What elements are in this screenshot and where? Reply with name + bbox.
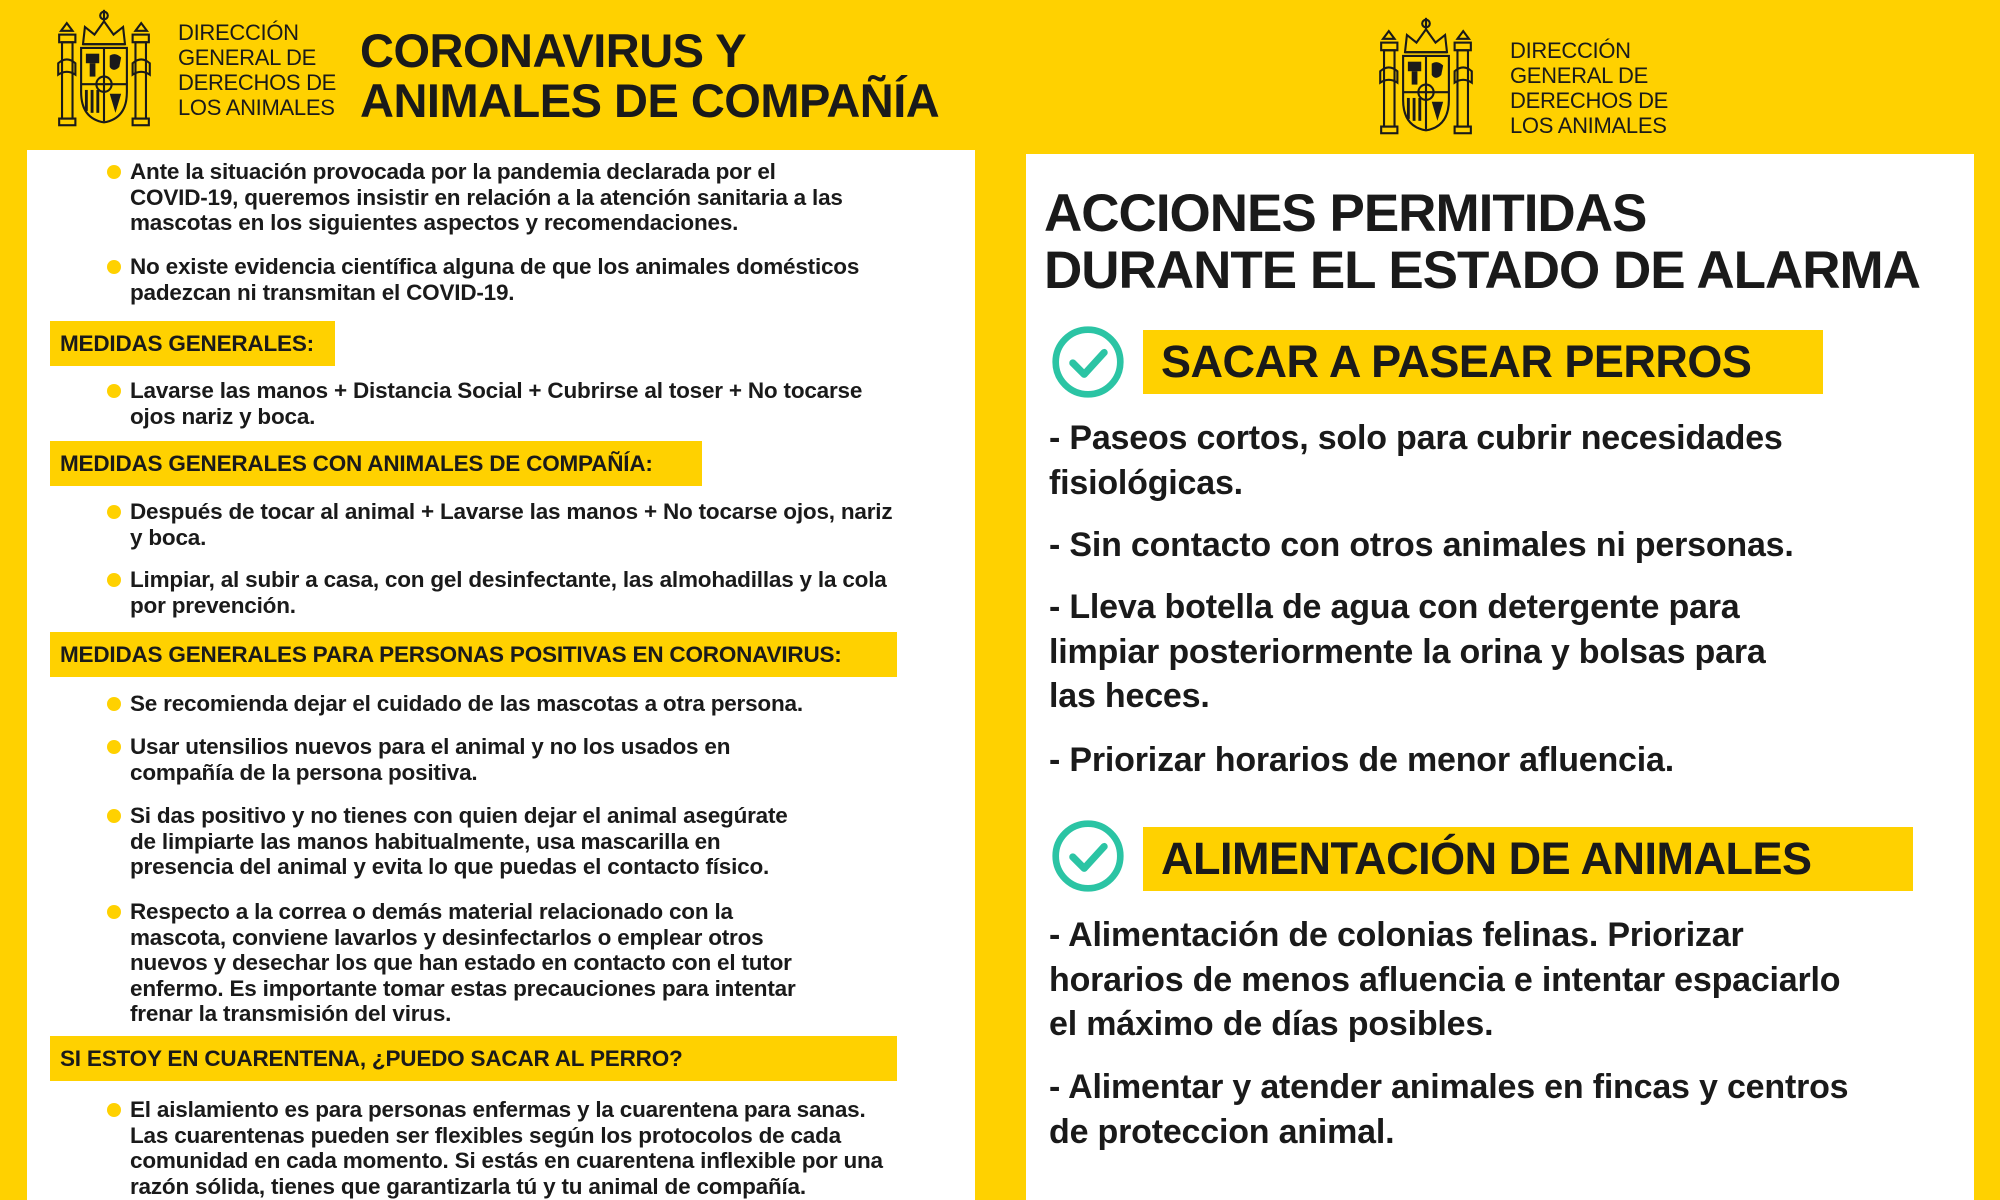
- agency-line: GENERAL DE: [1510, 63, 1649, 88]
- check-circle-icon: [1050, 324, 1126, 400]
- bullet-dot: [107, 505, 121, 519]
- bullet-dot: [107, 905, 121, 919]
- bullet-dot: [107, 809, 121, 823]
- agency-name: [1510, 38, 1668, 138]
- agency-line: LOS ANIMALES: [1510, 113, 1667, 138]
- list-item: El aislamiento es para personas enfermas y la cuarentena para sanas. Las cuarentenas pueden ser flexibles según los protocolos de cada comunidad en cada momento. Si estás en cuarentena inflexible por una razón sólida, tienes que garantizarla tú y tu animal de compañía.: [130, 1097, 883, 1199]
- section-heading: MEDIDAS GENERALES PARA PERSONAS POSITIVAS EN CORONAVIRUS:: [50, 632, 897, 677]
- section-heading: MEDIDAS GENERALES:: [50, 321, 335, 366]
- title-line: ACCIONES PERMITIDAS: [1044, 184, 1647, 243]
- list-item: Respecto a la correa o demás material relacionado con la mascota, conviene lavarlos y desinfectarlos o emplear otros nuevos y desechar los que han estado en contacto con el tutor enfermo. Es importante tomar estas precauciones para intentar frenar la transmisión del virus.: [130, 899, 796, 1027]
- list-item: Lavarse las manos + Distancia Social + Cubrirse al toser + No tocarse ojos nariz y boca.: [130, 378, 862, 429]
- action-item: - Sin contacto con otros animales ni personas.: [1049, 526, 1794, 564]
- action-item: - Alimentación de colonias felinas. Priorizar horarios de menos afluencia e intentar espaciarlo el máximo de días posibles.: [1049, 916, 1841, 1043]
- title-line: DURANTE EL ESTADO DE ALARMA: [1044, 241, 1920, 300]
- action-item: - Paseos cortos, solo para cubrir necesidades fisiológicas.: [1049, 419, 1783, 502]
- title-line: CORONAVIRUS Y: [360, 24, 747, 77]
- title-line: ANIMALES DE COMPAÑÍA: [360, 74, 940, 127]
- spanish-coat-of-arms-icon: [1370, 14, 1482, 138]
- action-heading: ALIMENTACIÓN DE ANIMALES: [1143, 827, 1913, 891]
- list-item: Usar utensilios nuevos para el animal y no los usados en compañía de la persona positiva.: [130, 734, 730, 785]
- bullet-dot: [107, 697, 121, 711]
- section-heading: MEDIDAS GENERALES CON ANIMALES DE COMPAÑÍA:: [50, 441, 702, 486]
- agency-line: DERECHOS DE: [1510, 88, 1669, 113]
- spanish-coat-of-arms-icon: [48, 6, 160, 130]
- list-item: Ante la situación provocada por la pandemia declarada por el COVID-19, queremos insistir en relación a la atención sanitaria a las mascotas en los siguientes aspectos y recomendaciones.: [130, 159, 843, 236]
- permitted-actions-title: [1044, 185, 1920, 299]
- list-item: No existe evidencia científica alguna de que los animales domésticos padezcan ni transmitan el COVID-19.: [130, 254, 859, 305]
- list-item: Después de tocar al animal + Lavarse las manos + No tocarse ojos, nariz y boca.: [130, 499, 892, 550]
- action-item: - Lleva botella de agua con detergente para limpiar posteriormente la orina y bolsas para las heces.: [1049, 588, 1766, 715]
- list-item: Limpiar, al subir a casa, con gel desinfectante, las almohadillas y la cola por prevención.: [130, 567, 887, 618]
- list-item: Si das positivo y no tienes con quien dejar el animal asegúrate de limpiarte las manos habitualmente, usa mascarilla en presencia del animal y evita lo que puedas el contacto físico.: [130, 803, 788, 880]
- agency-line: DIRECCIÓN: [178, 20, 299, 45]
- agency-line: DERECHOS DE: [178, 70, 337, 95]
- bullet-dot: [107, 1103, 121, 1117]
- page-title: [360, 26, 939, 126]
- bullet-dot: [107, 573, 121, 587]
- check-circle-icon: [1050, 818, 1126, 894]
- agency-name: [178, 20, 336, 120]
- bullet-dot: [107, 165, 121, 179]
- action-heading: SACAR A PASEAR PERROS: [1143, 330, 1823, 394]
- agency-line: LOS ANIMALES: [178, 95, 335, 120]
- agency-line: GENERAL DE: [178, 45, 317, 70]
- list-item: Se recomienda dejar el cuidado de las mascotas a otra persona.: [130, 691, 803, 717]
- bullet-dot: [107, 740, 121, 754]
- section-heading: SI ESTOY EN CUARENTENA, ¿PUEDO SACAR AL PERRO?: [50, 1036, 897, 1081]
- bullet-dot: [107, 260, 121, 274]
- action-item: - Priorizar horarios de menor afluencia.: [1049, 741, 1674, 779]
- bullet-dot: [107, 384, 121, 398]
- agency-line: DIRECCIÓN: [1510, 38, 1631, 63]
- action-item: - Alimentar y atender animales en fincas y centros de proteccion animal.: [1049, 1068, 1849, 1151]
